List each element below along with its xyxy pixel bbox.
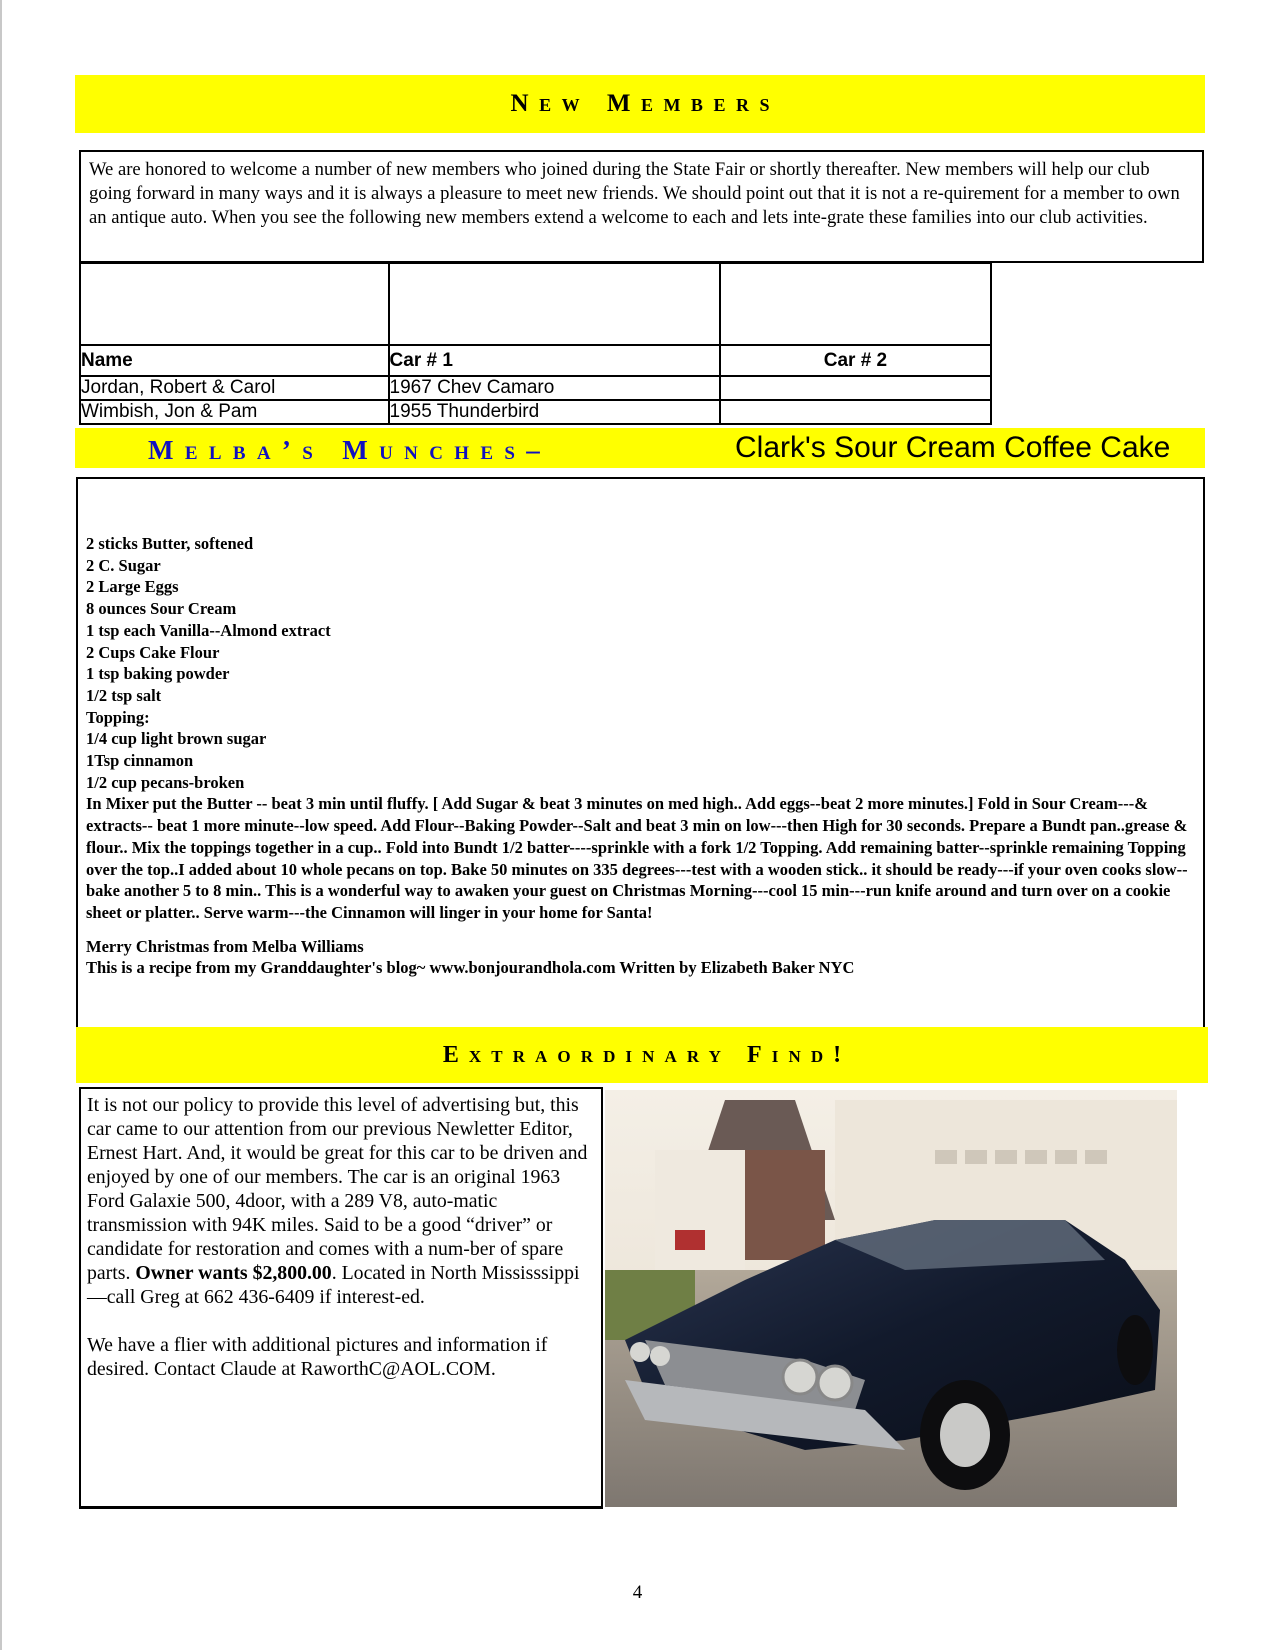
car-headlight [783, 1360, 817, 1394]
recipe-signoff: Merry Christmas from Melba Williams [86, 936, 364, 956]
new-members-table [79, 262, 992, 425]
ingredient: 8 ounces Sour Cream [86, 599, 237, 619]
table-blank-row [80, 263, 991, 345]
car-headlight [650, 1346, 670, 1366]
ingredient: 2 Large Eggs [86, 577, 179, 597]
ingredient: 1/2 cup pecans-broken [86, 772, 245, 792]
recipe-title: Clark's Sour Cream Coffee Cake [735, 431, 1171, 464]
ingredient: 1/4 cup light brown sugar [86, 729, 267, 749]
car-photo-illustration [605, 1090, 1177, 1507]
car-headlight [630, 1342, 650, 1362]
member-car2 [720, 400, 991, 424]
ingredient: 1 tsp each Vanilla--Almond extract [86, 620, 331, 640]
column-header-car1: Car # 1 [389, 345, 720, 376]
member-name: Wimbish, Jon & Pam [80, 400, 389, 424]
car-photo [605, 1090, 1177, 1507]
member-name: Jordan, Robert & Carol [80, 376, 389, 400]
car-headlight [818, 1366, 852, 1400]
member-car2 [720, 376, 991, 400]
column-header-name: Name [80, 345, 389, 376]
column-header-car2: Car # 2 [720, 345, 991, 376]
recipe-source: This is a recipe from my Granddaughter's blog~ www.bonjourandhola.com Written by Elizabeth Baker NYC [86, 958, 855, 978]
red-truck [675, 1230, 705, 1250]
recipe-directions: In Mixer put the Butter -- beat 3 min until fluffy. [ Add Sugar & beat 3 minutes on med high.. Add eggs--beat 2 more minutes.] Fold in Sour Cream---& extracts-- beat 1 more minute--low speed. Add Flour--Baking Powder--Salt and beat 3 min on low---then High for 30 seconds. Prepare a Bundt pan..grease & flour.. Mix the toppings together in a cup.. Fold into Bundt 1/2 batter----sprinkle with a fork 1/2 Topping. Add remaining batter--sprinkle remaining Topping over the top..I added about 10 whole pecans on top. Bake 50 minutes on 335 degrees---test with a wooden stick.. it should be ready---if your oven cooks slow-- bake another 5 to 8 min.. This is a wonderful way to awaken your guest on Christmas Morning---cool 15 min---run knife around and turn over on a cookie sheet or platter.. Serve warm---the Cinnamon will linger in your home for Santa! [86, 794, 1188, 922]
table-row [80, 400, 991, 424]
car-rear-wheel [1117, 1315, 1153, 1385]
table-row [80, 376, 991, 400]
topping-label: Topping: [86, 707, 150, 727]
ingredient: 1Tsp cinnamon [86, 751, 194, 771]
extraordinary-find-banner [76, 1027, 1208, 1083]
ingredient: 1/2 tsp salt [86, 685, 162, 705]
new-members-intro: We are honored to welcome a number of new members who joined during the State Fair or shortly thereafter. New members will help our club going forward in many ways and it is always a pleasure to meet new friends. We should point out that it is not a re-quirement for a member to own an antique auto. When you see the following new members extend a welcome to each and lets inte-grate these families into our club activities. [79, 150, 1204, 263]
melbas-munches-banner [75, 428, 1205, 468]
car-hubcap [940, 1403, 990, 1467]
house-wall [655, 1150, 745, 1270]
melbas-munches-title: Melba’s Munches– [148, 435, 552, 465]
member-car1: 1955 Thunderbird [389, 400, 720, 424]
contact-paragraph: We have a flier with additional pictures and information if desired. Contact Claude at RaworthC@AOL.COM. [87, 1334, 548, 1380]
extraordinary-find-text [79, 1087, 603, 1509]
member-car1: 1967 Chev Camaro [389, 376, 720, 400]
table-header-row [80, 345, 991, 376]
asking-price: Owner wants $2,800.00 [135, 1262, 332, 1284]
house-brick [745, 1150, 825, 1260]
ingredient: 2 sticks Butter, softened [86, 534, 254, 553]
page-edge [0, 0, 2, 1650]
ingredient: 2 Cups Cake Flour [86, 642, 220, 662]
ingredient: 2 C. Sugar [86, 555, 161, 575]
recipe-box [76, 477, 1205, 1027]
ad-paragraph: It is not our policy to provide this level of advertising but, this car came to our attention from our previous Newletter Editor, Ernest Hart. And, it would be great for this car to be driven and enjoyed by one of our members. The car is an original 1963 Ford Galaxie 500, 4door, with a 289 V8, auto-matic transmission with 94K miles. Said to be a good “driver” or candidate for restoration and comes with a num-ber of spare parts. Owner wants $2,800.00. Located in North Mississsippi—call Greg at 662 436-6409 if interest-ed. [87, 1094, 588, 1308]
page-number: 4 [632, 1582, 643, 1603]
new-members-title: New Members [510, 90, 780, 117]
new-members-banner [75, 75, 1205, 133]
extraordinary-find-title: Extraordinary Find! [442, 1042, 852, 1068]
ingredient: 1 tsp baking powder [86, 664, 230, 684]
